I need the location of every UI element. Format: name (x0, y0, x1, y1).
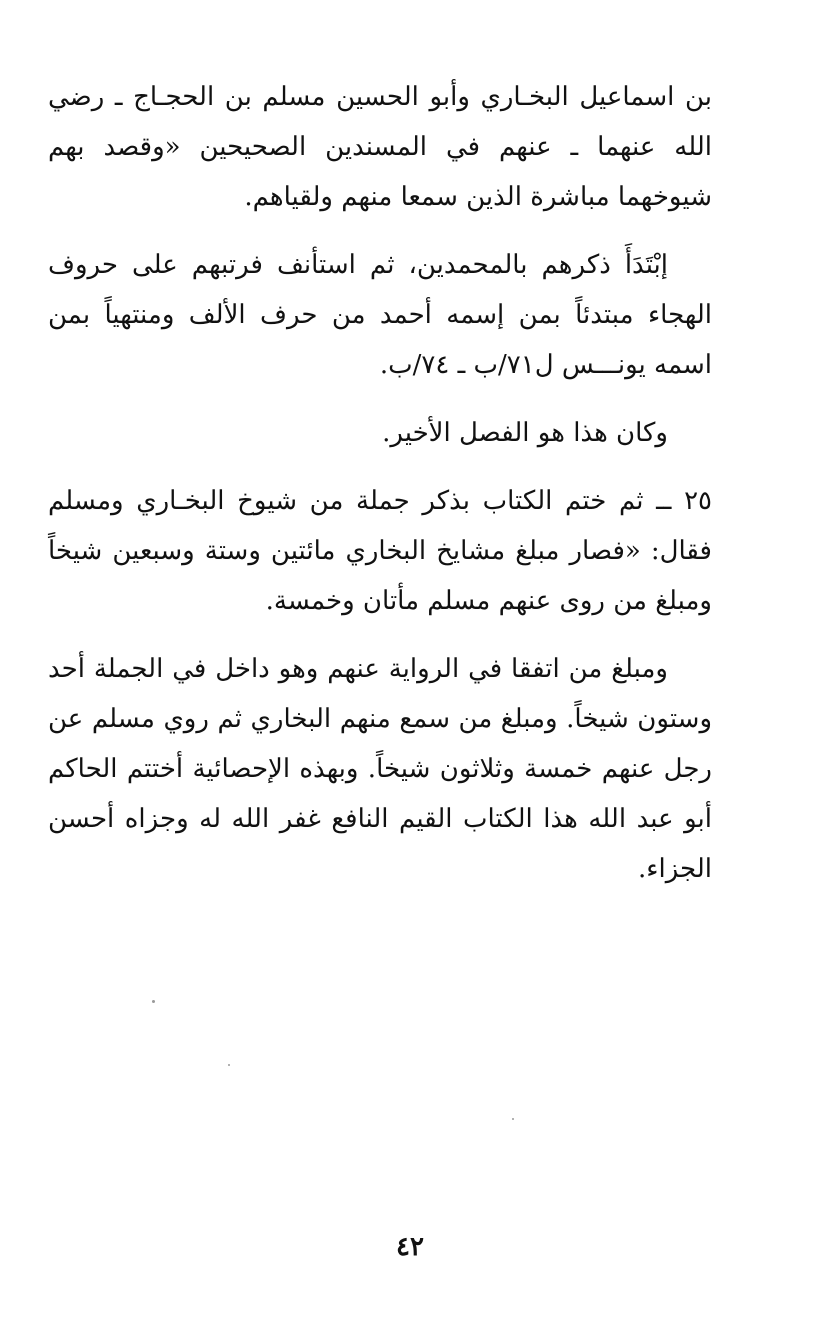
paragraph-1: بن اسماعيل البخـاري وأبو الحسين مسلم بن الحجـاج ـ رضي الله عنهما ـ عنهم في المسندين الصحيحين «وقصد بهم شيوخهما مباشرة الذين سمعا منهم ولقياهم. (48, 82, 712, 212)
scan-speck (512, 1118, 514, 1120)
scan-speck (152, 1000, 155, 1003)
scan-speck (228, 1064, 230, 1066)
body-text (48, 72, 712, 912)
paragraph-2: إبْتَدَأَ ذكرهم بالمحمدين، ثم استأنف فرتبهم على حروف الهجاء مبتدئاً بمن إسمه أحمد من حرف الألف ومنتهياً بمن اسمه يونـــس ل٧١/ب ـ ٧٤/ب. (48, 250, 712, 380)
paragraph-3: وكان هذا هو الفصل الأخير. (382, 418, 668, 448)
page-number: ٤٢ (396, 1232, 424, 1262)
paragraph-5: ومبلغ من اتفقا في الرواية عنهم وهو داخل في الجملة أحد وستون شيخاً. ومبلغ من سمع منهم البخاري ثم روي مسلم عن رجل عنهم خمسة وثلاثون شيخاً. وبهذه الإحصائية أختتم الحاكم أبو عبد الله هذا الكتاب القيم النافع غفر الله له وجزاه أحسن الجزاء. (48, 654, 712, 884)
paragraph-4: ٢٥ ــ ثم ختم الكتاب بذكر جملة من شيوخ البخـاري ومسلم فقال: «فصار مبلغ مشايخ البخاري مائتين وستة وسبعين شيخاً ومبلغ من روى عنهم مسلم مأتان وخمسة. (48, 486, 712, 616)
